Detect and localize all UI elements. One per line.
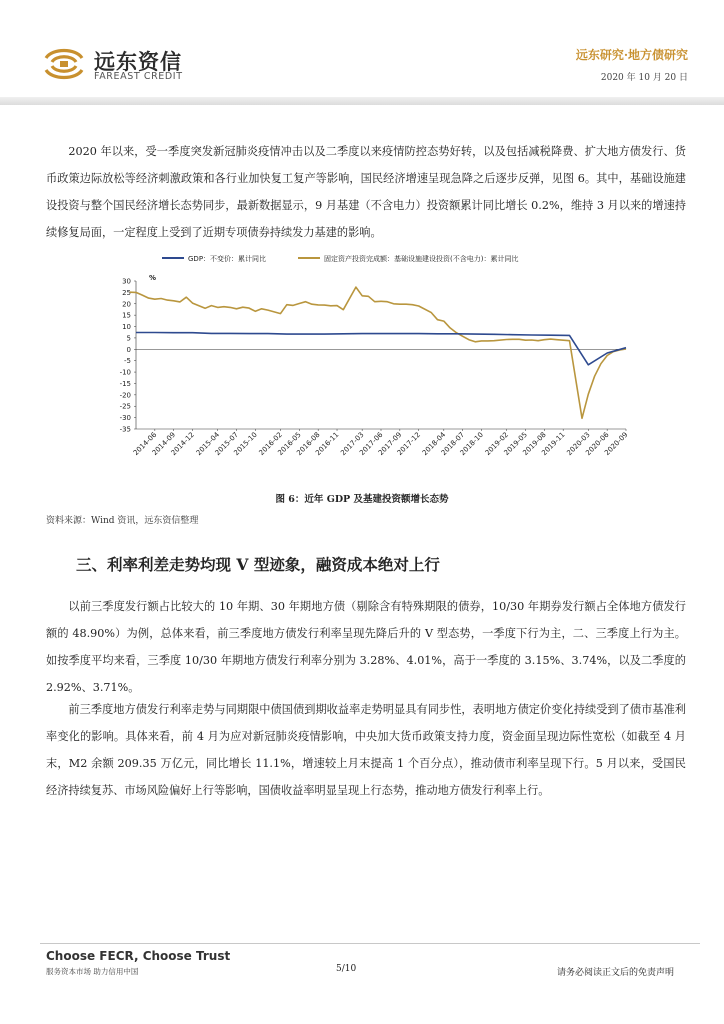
footer-slogan: Choose FECR, Choose Trust — [46, 949, 231, 963]
x-tick-label: 2017-06 — [358, 430, 385, 458]
y-tick-label: -30 — [119, 414, 131, 423]
brand-name-cn: 远东资信 — [94, 50, 182, 74]
x-tick-label: 2016-08 — [295, 430, 322, 458]
y-unit-label: % — [149, 274, 157, 282]
report-title: 远东研究·地方债研究 — [575, 48, 688, 62]
y-tick-label: -10 — [119, 368, 131, 377]
x-tick-label: 2017-12 — [395, 430, 423, 458]
series-line-1 — [136, 333, 626, 365]
x-tick-label: 2016-11 — [314, 430, 341, 458]
y-tick-label: 30 — [122, 277, 131, 286]
figure-source: 资料来源：Wind 资讯，远东资信整理 — [46, 516, 199, 526]
header-band — [0, 97, 724, 105]
x-tick-label: 2019-11 — [540, 430, 567, 458]
x-tick-label: 2016-05 — [276, 430, 303, 458]
y-tick-label: -35 — [119, 425, 131, 434]
footer-divider — [40, 943, 700, 944]
page-number: 5/10 — [336, 964, 357, 974]
x-tick-label: 2017-03 — [339, 430, 366, 458]
y-tick-label: 0 — [126, 345, 131, 354]
body-paragraph-2: 以前三季度发行额占比较大的 10 年期、30 年期地方债（剔除含有特殊期限的债券，10/30 年期券发行额占全体地方债发行额的 48.90%）为例，总体来看，前三季度地方债发行利率呈现先降后升的 V 型态势，一季度下行为主，二、三季度上行为主。如按季度平均来看，三季度 10/30 年期地方债发行利率分别为 3.28%、4.01%，高于一季度的 3.15%、3.74%，以及二季度的 2.92%、3.71%。 — [46, 600, 686, 694]
x-tick-label: 2020-09 — [603, 430, 630, 458]
x-tick-label: 2018-10 — [458, 430, 485, 458]
x-tick-label: 2020-03 — [565, 430, 592, 458]
y-tick-label: -20 — [119, 391, 131, 400]
footer-disclaimer: 请务必阅读正文后的免责声明 — [556, 968, 674, 978]
x-tick-label: 2016-02 — [257, 430, 284, 458]
x-tick-label: 2018-04 — [420, 430, 448, 458]
x-tick-label: 2014-09 — [150, 430, 178, 458]
x-tick-label: 2014-06 — [131, 430, 159, 458]
y-tick-label: -5 — [124, 357, 131, 366]
footer-subslogan: 服务资本市场 助力信用中国 — [46, 967, 139, 976]
x-tick-label: 2019-08 — [521, 430, 548, 458]
y-tick-label: -15 — [119, 379, 131, 388]
y-tick-label: 5 — [126, 334, 131, 343]
fareast-logo-icon — [42, 44, 86, 84]
y-tick-label: 10 — [122, 323, 131, 332]
gdp-infra-line-chart — [108, 243, 638, 491]
report-date: 2020 年 10 月 20 日 — [600, 73, 688, 83]
body-paragraph-3: 前三季度地方债发行利率走势与同期限中债国债到期收益率走势明显具有同步性，表明地方债定价变化持续受到了债市基准利率变化的影响。具体来看，前 4 月为应对新冠肺炎疫情影响，中央加大货币政策支持力度，资金面呈现边际性宽松（如截至 4 月末，M2 余额 209.35 万亿元，同比增长 11.1%，增速较上月末提高 1 个百分点），推动债市利率呈现下行。5 月以来，受国民经济持续复苏、市场风险偏好上行等影响，国债收益率明显呈现上行态势，推动地方债发行利率上行。 — [46, 703, 686, 797]
x-tick-label: 2015-07 — [213, 430, 240, 458]
figure-caption: 图 6：近年 GDP 及基建投资额增长态势 — [275, 494, 449, 505]
y-tick-label: 25 — [122, 288, 131, 297]
x-tick-label: 2019-02 — [483, 430, 511, 458]
x-tick-label: 2014-12 — [169, 430, 196, 458]
body-paragraph-1: 2020 年以来，受一季度突发新冠肺炎疫情冲击以及二季度以来疫情防控态势好转，以及包括减税降费、扩大地方债发行、货币政策边际放松等经济刺激政策和各行业加快复工复产等影响，国民经济增速呈现急降之后逐步反弹，见图 6。其中，基础设施建设投资与整个国民经济增长态势同步，最新数据显示，9 月基建（不含电力）投资额累计同比增长 0.2%，维持 3 月以来的增速持续修复局面，一定程度上受到了近期专项债券持续发力基建的影响。 — [46, 145, 686, 239]
x-tick-label: 2018-07 — [439, 430, 467, 458]
x-tick-label: 2015-04 — [194, 430, 222, 458]
x-tick-label: 2017-09 — [376, 430, 404, 458]
section-heading: 三、利率利差走势均现 V 型迹象，融资成本绝对上行 — [76, 555, 440, 574]
brand-name-en: FAREAST CREDIT — [94, 71, 183, 82]
y-tick-label: 15 — [122, 311, 131, 320]
legend-label-1: GDP：不变价：累计同比 — [188, 255, 267, 263]
y-tick-label: 20 — [122, 300, 131, 309]
x-tick-label: 2015-10 — [232, 430, 259, 458]
legend-label-2: 固定资产投资完成额：基础设施建设投资(不含电力)：累计同比 — [324, 255, 519, 263]
y-tick-label: -25 — [119, 402, 131, 411]
x-tick-label: 2019-05 — [502, 430, 529, 458]
x-tick-label: 2020-06 — [584, 430, 611, 458]
series-line-2 — [130, 287, 626, 418]
